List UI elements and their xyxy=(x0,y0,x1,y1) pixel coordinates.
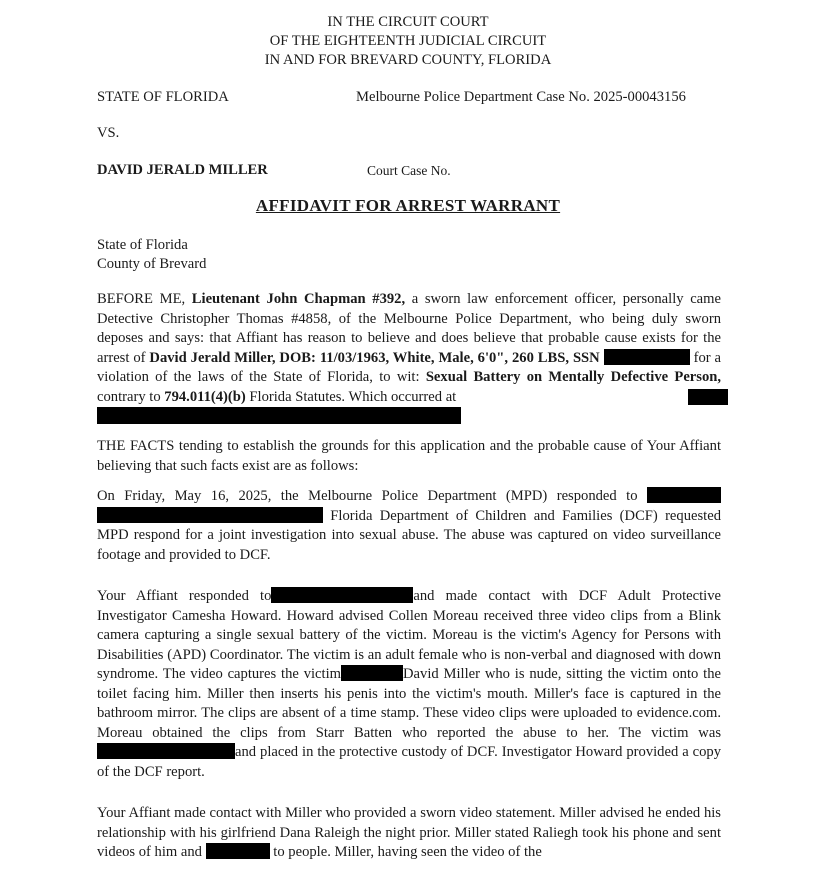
redaction-location-1 xyxy=(688,389,728,405)
venue-state: State of Florida xyxy=(97,237,188,253)
p3-text-1: On Friday, May 16, 2025, the Melbourne Police Department (MPD) responded to xyxy=(97,488,638,504)
paragraph-miller-statement xyxy=(97,804,721,863)
paragraph-mpd-response xyxy=(97,487,721,565)
versus: VS. xyxy=(97,125,120,141)
p5-text-1: Your Affiant made contact with Miller who provided a sworn video statement. Miller advised he ended his relationship with his girlfriend Dana Raleigh the night prior. Miller stated Raliegh took his phone and sent videos of him and xyxy=(97,805,721,860)
court-circuit: OF THE EIGHTEENTH JUDICIAL CIRCUIT xyxy=(269,33,547,49)
p4-text-2: and made contact with DCF Adult Protective Investigator Camesha Howard. Howard advised Collen Moreau received three video clips from a Blink camera capturing a single sexual battery of the victim. Moreau is the victim's Agency for Persons with Disabilities (APD) Coordinator. The victim is an adult female who is non-verbal and diagnosed with down syndrome. The video captures the victim xyxy=(97,588,721,682)
redaction-victim-status xyxy=(97,743,235,759)
p1-text-2: a sworn law enforcement officer, personally came Detective Christopher Thomas #4858, of the Melbourne Police Department, who being duly sworn deposes and says: that Affiant has reason to believe and does believe that probable cause exists for the arrest of xyxy=(97,291,721,366)
court-county: IN AND FOR BREVARD COUNTY, FLORIDA xyxy=(264,52,552,68)
redaction-address-1 xyxy=(647,487,721,503)
redaction-address-3 xyxy=(271,587,413,603)
paragraph-facts-intro: THE FACTS tending to establish the grounds for this application and the probable cause of Your Affiant believing that such facts exist are as follows: xyxy=(97,438,721,474)
p5-text-2: to people. Miller, having seen the video of the xyxy=(273,844,542,860)
statute: 794.011(4)(b) xyxy=(164,388,246,405)
redaction-ssn xyxy=(604,349,690,365)
redaction-address-2 xyxy=(97,507,323,523)
p4-text-3: David Miller who is nude, sitting the victim onto the toilet facing him. Miller then inserts his penis into the victim's mouth. Miller's face is captured in the bathroom mirror. The clips are absent of a time stamp. These video clips were uploaded to evidence.com. Moreau obtained the clips from Starr Batten who reported the abuse to her. The victim was xyxy=(97,666,721,741)
venue-county: County of Brevard xyxy=(97,256,207,272)
redaction-location-2 xyxy=(97,407,461,424)
p4-text-4: and placed in the protective custody of DCF. Investigator Howard provided a copy of the DCF report. xyxy=(97,744,721,780)
plaintiff: STATE OF FLORIDA xyxy=(97,89,229,105)
p4-text-1: Your Affiant responded to xyxy=(97,588,272,604)
document-title: AFFIDAVIT FOR ARREST WARRANT xyxy=(255,196,561,215)
affiant-officer: Lieutenant John Chapman #392, xyxy=(191,291,406,307)
charge: Sexual Battery on Mentally Defective Person, xyxy=(425,369,722,385)
subject-description: David Jerald Miller, DOB: 11/03/1963, White, Male, 6'0", 260 LBS, SSN xyxy=(149,349,600,366)
p1-text-3: for a violation of the laws of the State of Florida, to wit: xyxy=(97,349,721,385)
defendant: DAVID JERALD MILLER xyxy=(97,162,268,178)
p1-text-4: contrary to xyxy=(97,388,165,405)
p3-text-2: Florida Department of Children and Families (DCF) requested MPD respond for a joint investigation into sexual abuse. The abuse was captured on video surveillance footage and provided to DCF. xyxy=(97,507,721,563)
redaction-name xyxy=(206,843,270,859)
p1-text-5: Florida Statutes. Which occurred at xyxy=(245,388,457,405)
court-name: IN THE CIRCUIT COURT xyxy=(327,14,489,30)
agency-case-number: Melbourne Police Department Case No. 2025-00043156 xyxy=(356,89,686,105)
paragraph-affiant-response xyxy=(97,587,721,782)
p1-text-1: BEFORE ME, xyxy=(97,291,192,307)
redaction-relationship xyxy=(341,665,403,681)
paragraph-before-me xyxy=(97,290,721,407)
court-case-number: Court Case No. xyxy=(367,163,451,178)
